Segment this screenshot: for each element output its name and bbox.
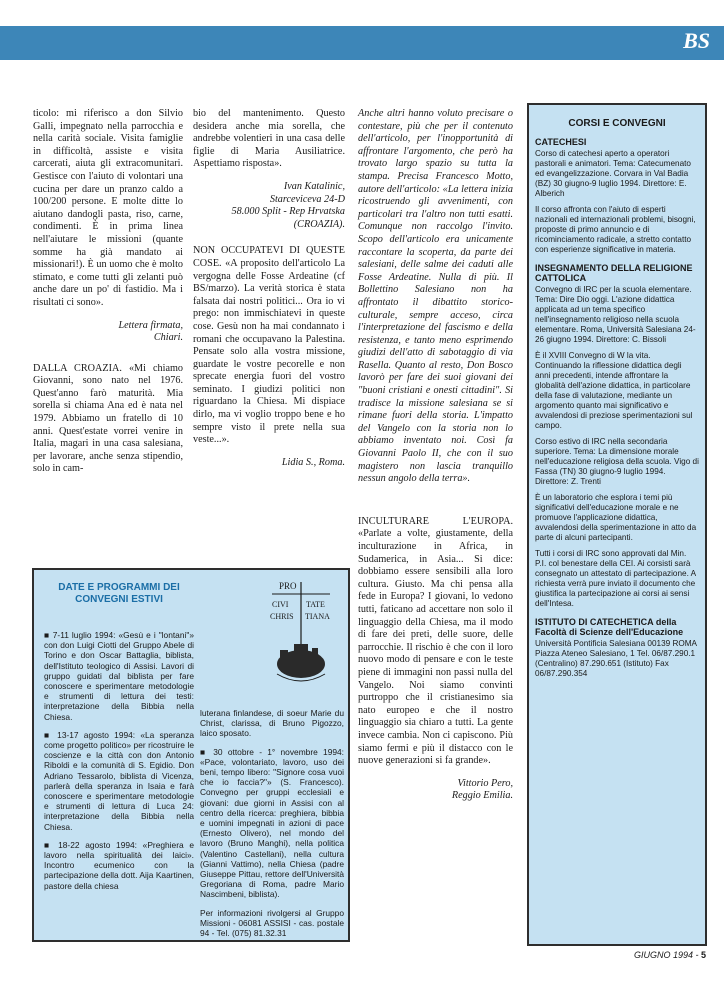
- box-column-1: [44, 630, 194, 899]
- col1-paragraph-2: DALLA CROAZIA. «Mi chiamo Giovanni, sono nato nel 1976. Quest'anno farò maturità. Mia sorella si chiama Ana ed è nata nel 1979. Abbiamo un fratello di 10 anni. Quest'estate vorrei venire in Italia, magari in una casa salesiana, per lavorare, anche senza stipendio, solo in cam-: [33, 362, 183, 475]
- col1-signature-1: Lettera firmata,: [118, 319, 183, 331]
- col2-signature-5: Lidia S., Roma.: [281, 456, 345, 468]
- conventions-box: [32, 568, 350, 942]
- sidebar-text-7: Tutti i corsi di IRC sono approvati dal Min. P.I. col benestare della CEI. Ai corsisti sarà consegnato un attestato di partecipazione. A richiesta verrà pure inviato il documento che giustifica la partecipazione ai corsi ai sensi dell'Intesa.: [535, 549, 696, 608]
- col2-signature-3: 58.000 Split - Rep Hrvatska: [231, 206, 345, 218]
- sidebar-text-4: È il XVIII Convegno di W la vita. Continuando la riflessione didattica degli anni precedenti, intende affrontare la globalità dell'azione didattica, in particolare della fase di valutazione, mediante un argomento quanto mai significativo e avvalendosi di preziose sperimentazioni sul campo.: [535, 351, 693, 430]
- col2-signature-1: Ivan Katalinic,: [283, 180, 345, 192]
- sidebar-text-2: Il corso affronta con l'aiuto di esperti nazionali ed internazionali problemi, bisogni, proposte di primo annuncio e di ricominciamento radicale, a stretto contatto con esperienze significative in materia.: [535, 205, 696, 254]
- footer-date: GIUGNO 1994 -: [633, 950, 701, 960]
- box-title: DATE E PROGRAMMI DEI CONVEGNI ESTIVI: [58, 582, 180, 605]
- box-item-5: ■ 30 ottobre - 1° novembre 1994: «Pace, volontariato, lavoro, uso dei beni, tempo libero: "Signore cosa vuoi che io faccia?"» (S. Francesco). Convegno per gruppi ecclesiali e giovani: due giorni in Assisi con al centro della ricerca: preghiera, bibbia e uomini impegnati in azioni di pace (Ernesto Olivero), nel mondo del lavoro (Bruno Manghi), nella politica (Valentino Castellani), nella cultura (Gianni Vattimo), nella Chiesa (padre Giuseppe Pittau, rettore dell'Università Gregoriana di Roma, padre Mario Nascimbeni, biblista).: [200, 746, 344, 900]
- sidebar-text-8: Università Pontificia Salesiana 00139 ROMA Piazza Ateneo Salesiano, 1 Tel. 06/87.290.1 (Centralino) 87.290.651 (Istituto) Fax 06/87.290.354: [535, 639, 697, 678]
- box-item-1: ■ 7-11 luglio 1994: «Gesù e i "lontani"» con don Luigi Ciotti del Gruppo Abele di Torino e don Oscar Battaglia, biblista, dell'Istituto teologico di Assisi. Lavori di gruppo guidati dal biblista per fare conoscere e sperimentare metodologie e strumenti di lettura dei testi: interpretazione della Bibbia nella Chiesa.: [44, 630, 194, 722]
- logo-text-mid-2: TATE: [306, 600, 325, 609]
- col2-paragraph-2: NON OCCUPATEVI DI QUESTE COSE. «A proposito dell'articolo La vergogna delle Fosse Ardeatine (cf BS/marzo). La verità storica è stata falsata dai nostri politici... Ora io vi prego: non immischiatevi in queste cose. Gesù non ha mai condannato i romani che occupavano la Palestina. Pensate solo alla vostra missione, guardate le vostre pecorelle e non sprecate energia fuori del vostro seminato. I giudizi politici non riguardano la Chiesa. Mi dispiace dirlo, ma vi voglio troppo bene e ho sempre visto il prete nella sua veste...».: [193, 245, 345, 446]
- sidebar-heading-istituto: ISTITUTO DI CATECHETICA della Facoltà di Scienze dell'Educazione: [535, 617, 684, 637]
- column-3: [358, 108, 513, 803]
- courses-sidebar: [527, 103, 707, 946]
- box-item-6: Per informazioni rivolgersi al Gruppo Missioni - 06081 ASSISI - cas. postale 94 - Tel. (075) 81.32.31: [200, 907, 344, 939]
- sidebar-text-6: È un laboratorio che esplora i temi più significativi dell'educazione morale e ne promuove l'applicazione didattica, avvalendosi della sperimentazione in atto da parte di alcuni partecipanti.: [535, 493, 697, 542]
- box-column-2: [200, 708, 344, 946]
- box-item-2: ■ 13-17 agosto 1994: «La speranza come progetto politico» per ricostruire le coscienze e la città con don Antonio Riboldi e la comunità di S. Egidio. Don Adriano Tessarolo, biblista di Vicenza, parlerà della speranza in Isaia e farà conoscere e sperimentare metodologie e strumenti di lettura di Luca 24: interpretazione della Bibbia nella Chiesa.: [44, 729, 194, 832]
- magazine-badge: BS: [683, 28, 710, 53]
- col3-paragraph-2: INCULTURARE L'EUROPA. «Parlate a volte, giustamente, della inculturazione in Africa, in Sudamerica, in Asia... Si dice: dobbiamo essere sensibili alla loro cultura. Giusto. Ma chi pensa alla fede in Europa? I giovani, lo vedono tutti, faticano ad accettare non solo il linguaggio della Chiesa, ma il modo di fare dei preti, delle suore, delle parrocchie. Il rischio è che con il loro nuovo modo di pensare e con le teste piene di immagini non passi nulla del Vangelo. Noi siamo convinti purtroppo che il cristianesimo sia nato europeo e che il nostro linguaggio sia chiaro a tutti. La gente invece cambia. Non ci capiscono. Più siamo fermi e più il distacco con le nuove generazioni si fa grande».: [358, 515, 513, 767]
- column-2: [193, 108, 345, 469]
- sidebar-text-1: Corso di catechesi aperto a operatori pastorali e animatori. Tema: Catecumenato ed evangelizzazione. Corvara in Val Badia (BZ) 30 giugno-9 luglio 1994. Direttore: E. Alberich: [535, 149, 691, 198]
- sidebar-heading-catechesi: CATECHESI: [535, 137, 587, 147]
- col3-signature-1: Vittorio Pero,: [457, 777, 513, 789]
- page-number: 5: [700, 950, 706, 960]
- box-item-4: luterana finlandese, di soeur Marie du Christ, clarissa, di Bruno Pigozzo, laico sposato.: [200, 708, 344, 739]
- sidebar-title: CORSI E CONVEGNI: [568, 118, 666, 129]
- page-footer: [634, 950, 706, 960]
- sidebar-text-5: Corso estivo di IRC nella secondaria superiore. Tema: La dimensione morale nell'educazione religiosa della scuola. Vigo di Fassa (TN) 30 giugno-9 luglio 1994. Direttore: Z. Trenti: [535, 437, 699, 486]
- col1-signature-2: Chiari.: [153, 332, 183, 344]
- logo-text-mid-1: CIVI: [272, 600, 289, 609]
- box-item-3: ■ 18-22 agosto 1994: «Preghiera e lavoro nella spiritualità dei laici». Incontro ecumenico con la partecipazione della dott. Aija Kaartinen, pastore della chiesa: [44, 839, 194, 891]
- col3-paragraph-1: Anche altri hanno voluto precisare o contestare, più che per il contenuto dell'articolo, per l'inopportunità di affrontare l'argomento, che però ha trovato largo spazio su tutta la stampa. Precisa Francesco Motto, autore dell'articolo: «La lettera inizia ricostruendo gli avvenimenti, con particolari tra l'altro non tutti esatti. Comunque non raccolgo l'invito. Scopo dell'articolo era unicamente raccontare la scoperta, da parte dei salesiani, delle salme dei caduti alle Fosse Ardeatine. Nulla di più. Il Bollettino Salesiano non ha affrontato il dibattito storico-culturale, sempre acceso, circa l'interpretazione del fascismo e della resistenza, e tanto meno esprimendo giudizi dell'atto di sabotaggio di via Rasella. Quanto al resto, Don Bosco lavorò per fare dei suoi giovani dei "buoni cristiani e onesti cittadini". Si tradisce la missione salesiana se si rimane fuori della storia. L'impatto del Vangelo con la storia non lo abbiamo inventato noi. Così fa Giovanni Paolo II, che con il suo magistero non lascia tranquillo nessun angolo della terra».: [358, 108, 513, 485]
- column-1: [33, 108, 183, 486]
- sidebar-heading-irc: INSEGNAMENTO DELLA RELIGIONE CATTOLICA: [535, 263, 693, 283]
- logo-text-bot-2: TIANA: [305, 612, 330, 621]
- sidebar-text-3: Convegno di IRC per la scuola elementare. Tema: Dire Dio oggi. L'azione didattica applicata ad un tema specifico nell'insegnamento religioso nella scuola elementare. Roma, Università Salesiana 24-26 giugno 1994. Direttore: C. Bissoli: [535, 285, 696, 344]
- col2-signature-2: Starceviceva 24-D: [269, 193, 345, 205]
- logo-text-bot-1: CHRIS: [270, 612, 294, 621]
- col1-paragraph-1: ticolo: mi riferisco a don Silvio Galli, impegnato nella parrocchia e nella carità sociale. Visita famiglie in difficoltà, assiste e visita carcerati, aiuta gli extracomunitari. Gestisce con l'aiuto di volontari una cucina per dare un pranzo caldo a 100/200 persone. E molte ditte lo aiutano dandogli pasta, riso, carne, condimenti. È in prima linea nell'aiutare le missioni (quante somme ha già mandato ai missionari!). È un uomo che è molto stimato, e come tutti gli zelanti può anche dare un po' di fastidio. Ma i risultati ci sono».: [33, 108, 183, 308]
- header-bar: [0, 26, 724, 60]
- col2-signature-4: (CROAZIA).: [293, 218, 345, 230]
- col3-signature-2: Reggio Emilia.: [451, 790, 513, 802]
- col2-paragraph-1: bio del mantenimento. Questo desidera anche mia sorella, che andrebbe volentieri in una casa delle figlie di Maria Ausiliatrice. Aspettiamo risposta».: [193, 108, 345, 170]
- logo-text-top: PRO: [279, 581, 297, 591]
- pro-civitate-christiana-logo: [268, 578, 334, 702]
